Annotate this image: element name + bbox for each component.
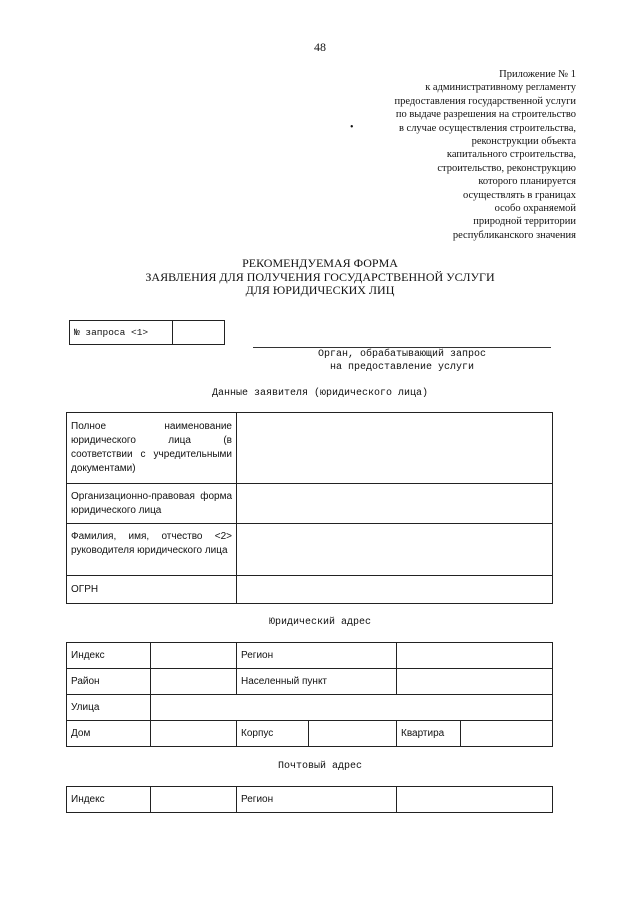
appendix-line: реконструкции объекта (471, 136, 576, 148)
appendix-line: осуществлять в границах (463, 189, 576, 201)
title-line: РЕКОМЕНДУЕМАЯ ФОРМА (242, 256, 398, 270)
legal-address-title: Юридический адрес (268, 617, 372, 628)
request-number-box (69, 320, 225, 345)
table-row (67, 413, 553, 484)
region-label: Регион (237, 787, 397, 813)
appendix-line: к административному регламенту (425, 82, 576, 94)
index-field[interactable] (151, 643, 237, 669)
index-field[interactable] (151, 787, 237, 813)
appendix-line: которого планируется (478, 176, 576, 188)
appendix-line: Приложение № 1 (499, 69, 576, 80)
appendix-line: предоставления государственной услуги (394, 95, 576, 107)
table-row (67, 484, 553, 524)
street-label: Улица (67, 695, 151, 721)
applicant-value-field[interactable] (237, 484, 553, 524)
district-field[interactable] (151, 669, 237, 695)
region-field[interactable] (397, 787, 553, 813)
appendix-note (336, 68, 576, 242)
applicant-value-field[interactable] (237, 413, 553, 484)
table-row (67, 721, 553, 747)
organ-caption-line: Орган, обрабатывающий запрос (317, 349, 487, 360)
settlement-label: Населенный пункт (237, 669, 397, 695)
postal-address-table (66, 786, 553, 813)
apartment-label: Квартира (397, 721, 461, 747)
applicant-value-field[interactable] (237, 576, 553, 604)
appendix-line: природной территории (473, 216, 576, 228)
apartment-field[interactable] (461, 721, 553, 747)
index-label: Индекс (67, 787, 151, 813)
applicant-table (66, 412, 553, 604)
appendix-line: республиканского значения (452, 229, 576, 241)
applicant-value-field[interactable] (237, 524, 553, 576)
house-label: Дом (67, 721, 151, 747)
index-label: Индекс (67, 643, 151, 669)
title-line: ЗАЯВЛЕНИЯ ДЛЯ ПОЛУЧЕНИЯ ГОСУДАРСТВЕННОЙ УСЛУГИ (145, 269, 495, 284)
appendix-line: строительство, реконструкцию (437, 162, 576, 174)
region-label: Регион (237, 643, 397, 669)
table-row (67, 576, 553, 604)
scan-dot: • (350, 122, 354, 133)
applicant-section-title: Данные заявителя (юридического лица) (211, 388, 429, 399)
postal-address-title: Почтовый адрес (277, 761, 362, 772)
applicant-label: Фамилия, имя, отчество <2> руководителя юридического лица (67, 524, 237, 576)
region-field[interactable] (397, 643, 553, 669)
street-field[interactable] (151, 695, 553, 721)
table-row (67, 524, 553, 576)
form-title (0, 257, 640, 298)
organ-caption (253, 348, 551, 374)
appendix-line: в случае осуществления строительства, (398, 122, 576, 134)
appendix-line: капитального строительства, (446, 149, 576, 161)
title-line: ДЛЯ ЮРИДИЧЕСКИХ ЛИЦ (245, 283, 395, 297)
table-row (67, 643, 553, 669)
building-label: Корпус (237, 721, 309, 747)
page-number: 48 (314, 40, 326, 54)
applicant-label: ОГРН (67, 576, 237, 604)
district-label: Район (67, 669, 151, 695)
applicant-label: Полное наименование юридического лица (в соответствии с учредительными документами) (67, 413, 237, 484)
table-row (67, 787, 553, 813)
table-row (67, 695, 553, 721)
applicant-label: Организационно-правовая форма юридического лица (67, 484, 237, 524)
settlement-field[interactable] (397, 669, 553, 695)
request-number-field[interactable] (173, 321, 224, 344)
appendix-line: особо охраняемой (494, 203, 576, 215)
building-field[interactable] (309, 721, 397, 747)
house-field[interactable] (151, 721, 237, 747)
request-number-label: № запроса <1> (70, 321, 173, 344)
table-row (67, 669, 553, 695)
legal-address-table (66, 642, 553, 747)
appendix-line: по выдаче разрешения на строительство (395, 109, 576, 121)
organ-caption-line: на предоставление услуги (329, 362, 475, 373)
